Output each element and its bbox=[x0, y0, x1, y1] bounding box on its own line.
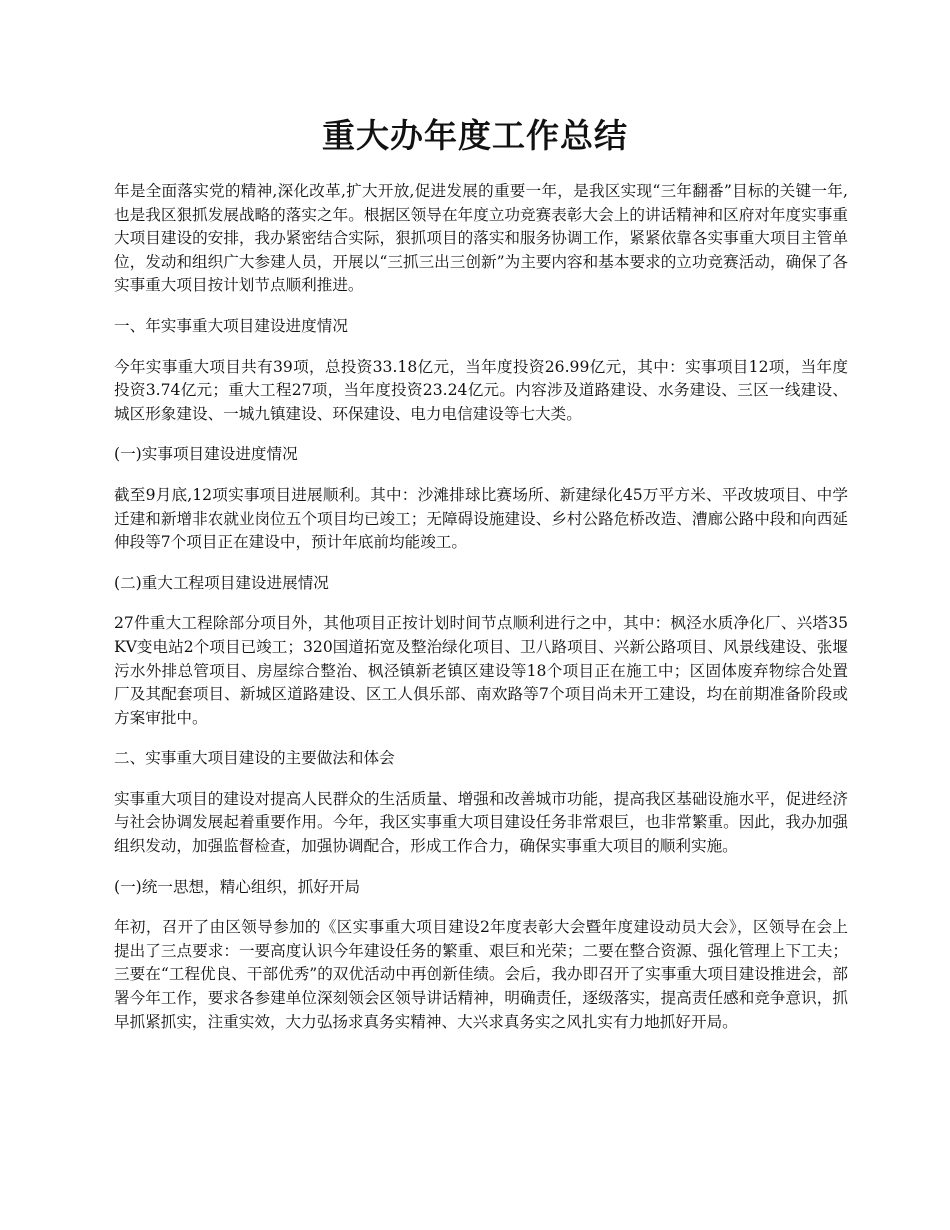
subsection-2-1-paragraph: 年初，召开了由区领导参加的《区实事重大项目建设2年度表彰大会暨年度建设动员大会》，区领导在会上提出了三点要求：一要高度认识今年建设任务的繁重、艰巨和光荣；二要在整合资源、强化管理上下工夫；三要在“工程优良、干部优秀”的双优活动中再创新佳绩。会后，我办即召开了实事重大项目建设推进会，部署今年工作，要求各参建单位深刻领会区领导讲话精神，明确责任，逐级落实，提高责任感和竞争意识，抓早抓紧抓实，注重实效，大力弘扬求真务实精神、大兴求真务实之风扎实有力地抓好开局。 bbox=[114, 918, 848, 1031]
section-2-paragraph: 实事重大项目的建设对提高人民群众的生活质量、增强和改善城市功能，提高我区基础设施水平，促进经济与社会协调发展起着重要作用。今年，我区实事重大项目建设任务非常艰巨，也非常繁重。因此，我办加强组织发动，加强监督检查，加强协调配合，形成工作合力，确保实事重大项目的顺利实施。 bbox=[114, 789, 848, 856]
subsection-1-2-paragraph: 27件重大工程除部分项目外，其他项目正按计划时间节点顺利进行之中，其中：枫泾水质净化厂、兴塔35KV变电站2个项目已竣工；320国道拓宽及整治绿化项目、卫八路项目、兴新公路项目、风景线建设、张堰污水外排总管项目、房屋综合整治、枫泾镇新老镇区建设等18个项目正在施工中；区固体废弃物综合处置厂及其配套项目、新城区道路建设、区工人俱乐部、南欢路等7个项目尚未开工建设，均在前期准备阶段或方案审批中。 bbox=[114, 614, 848, 727]
section-heading-1: 一、年实事重大项目建设进度情况 bbox=[114, 316, 348, 335]
intro-paragraph: 年是全面落实党的精神,深化改革,扩大开放,促进发展的重要一年，是我区实现“三年翻番”目标的关键一年,也是我区狠抓发展战略的落实之年。根据区领导在年度立功竞赛表彰大会上的讲话精神和区府对年度实事重大项目建设的安排，我办紧密结合实际，狠抓项目的落实和服务协调工作，紧紧依靠各实事重大项目主管单位，发动和组织广大参建人员，开展以“三抓三出三创新”为主要内容和基本要求的立功竞赛活动，确保了各实事重大项目按计划节点顺利推进。 bbox=[114, 182, 848, 295]
document-title: 重大办年度工作总结 bbox=[322, 116, 628, 155]
subsection-heading-2-1: (一)统一思想，精心组织，抓好开局 bbox=[114, 877, 361, 896]
subsection-heading-1-2: (二)重大工程项目建设进展情况 bbox=[114, 573, 329, 592]
section-1-paragraph: 今年实事重大项目共有39项，总投资33.18亿元，当年度投资26.99亿元，其中：实事项目12项，当年度投资3.74亿元；重大工程27项，当年度投资23.24亿元。内容涉及道路建设、水务建设、三区一线建设、城区形象建设、一城九镇建设、环保建设、电力电信建设等七大类。 bbox=[114, 357, 848, 423]
section-heading-2: 二、实事重大项目建设的主要做法和体会 bbox=[114, 749, 395, 768]
subsection-1-1-paragraph: 截至9月底,12项实事项目进展顺利。其中：沙滩排球比赛场所、新建绿化45万平方米、平改坡项目、中学迁建和新增非农就业岗位五个项目均已竣工；无障碍设施建设、乡村公路危桥改造、漕廊公路中段和向西延伸段等7个项目正在建设中，预计年底前均能竣工。 bbox=[114, 485, 848, 552]
document-body bbox=[114, 180, 848, 1051]
subsection-heading-1-1: (一)实事项目建设进度情况 bbox=[114, 445, 298, 464]
